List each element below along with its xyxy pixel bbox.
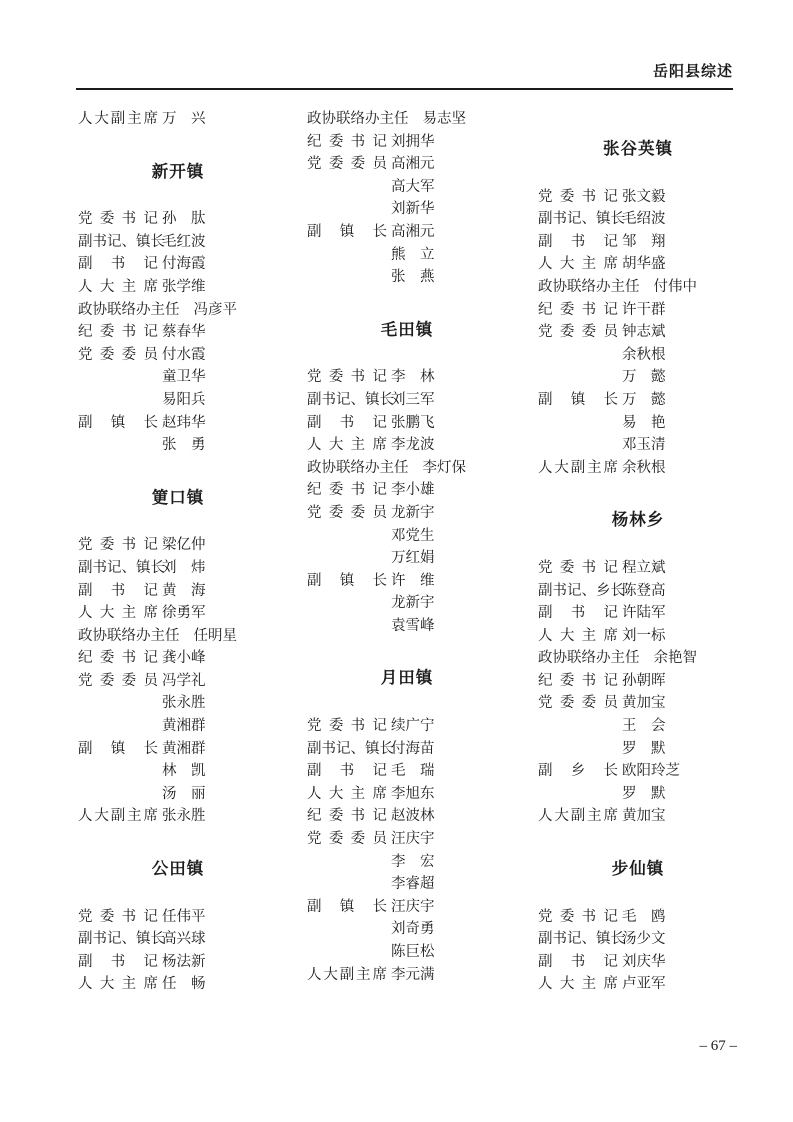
position-title: 副书记、镇长 [538,931,625,948]
person-name: 张 燕 [391,269,435,286]
official-entry-row [307,941,507,964]
official-entry-row [78,412,278,435]
official-entry-row [538,366,738,389]
official-entry-row [538,928,738,951]
official-entry-row [307,266,507,289]
official-entry-row [78,973,278,996]
person-name: 张学维 [162,278,206,295]
position-title: 人大主席 [307,785,387,802]
official-entry-row [78,389,278,412]
person-name: 张 勇 [162,437,206,454]
person-name: 许陆军 [622,605,666,622]
town-heading: 新开镇 [151,162,205,181]
position-title: 人大主席 [307,437,387,454]
position-title: 党委委员 [307,831,387,848]
position-title: 副书记、镇长 [538,211,625,228]
person-name: 张鹏飞 [391,414,435,431]
person-name: 欧阳玲芝 [622,763,680,780]
position-title: 人大主席 [538,976,618,993]
person-name: 熊 立 [391,246,435,263]
official-entry-row [538,692,738,715]
town-heading: 筻口镇 [151,488,205,507]
position-title: 副书记 [307,763,387,780]
position-title: 党委书记 [307,369,387,386]
position-title: 副书记、镇长 [307,740,394,757]
position-title: 人大副主席 [538,459,618,476]
person-name: 刘庆华 [622,953,666,970]
position-title: 副书记 [538,605,618,622]
person-name: 高兴球 [162,931,206,948]
person-name: 高大军 [391,178,435,195]
position-title: 党委书记 [538,559,618,576]
official-entry-row [538,738,738,761]
person-name: 梁亿仲 [162,537,206,554]
person-name: 陈登高 [622,582,666,599]
official-entry-row [78,344,278,367]
official-entry-row [307,715,507,738]
position-title: 人大主席 [78,976,158,993]
person-name: 毛红波 [162,233,206,250]
position-title: 人大主席 [538,627,618,644]
position-title: 副书记、镇长 [78,233,165,250]
official-entry-row [538,602,738,625]
column-middle [307,108,507,996]
person-name: 张文毅 [622,188,666,205]
position-title: 副书记 [78,582,158,599]
official-entry-row [307,198,507,221]
official-entry-row [78,276,278,299]
person-name: 胡华盛 [622,256,666,273]
person-name: 陈巨松 [391,944,435,960]
person-name: 黄 海 [162,582,206,599]
official-entry-row [78,299,278,322]
position-title: 政协联络办主任 [78,627,180,644]
official-entry-row [307,828,507,851]
official-entry-row [538,457,738,480]
official-entry-row [307,851,507,874]
page-header [76,62,733,90]
official-entry-row [307,783,507,806]
page-number: – 67 – [699,1038,737,1054]
person-name: 李睿超 [391,876,435,893]
official-entry-row [307,570,507,593]
position-title: 副书记、镇长 [78,931,165,948]
person-name: 付伟中 [653,278,697,295]
page-footer [700,1036,738,1056]
official-entry-row [307,615,507,638]
official-entry-row [307,221,507,244]
person-name: 任 畅 [162,976,206,993]
person-name: 付海苗 [391,740,435,757]
town-heading: 张谷英镇 [603,140,673,158]
position-title: 人大主席 [78,278,158,295]
person-name: 高湘元 [391,156,435,173]
official-entry-row [307,244,507,267]
position-title: 政协联络办主任 [307,459,409,476]
official-entry-row [538,434,738,457]
person-name: 任明星 [193,627,237,644]
official-entry-row [78,366,278,389]
official-entry-row [538,906,738,929]
position-title: 纪委书记 [307,808,387,825]
position-title: 副书记、镇长 [78,559,165,576]
position-title: 党委书记 [538,188,618,205]
position-title: 纪委书记 [307,482,387,499]
person-name: 赵波林 [391,808,435,825]
position-title: 党委委员 [78,672,158,689]
official-entry-row [307,873,507,896]
position-title: 党委书记 [78,537,158,554]
official-entry-row [78,231,278,254]
official-entry-row [307,592,507,615]
person-name: 卢亚军 [622,976,666,993]
official-entry-row [78,557,278,580]
position-title: 副书记 [78,256,158,273]
official-entry-row [307,918,507,941]
person-name: 童卫华 [162,369,206,386]
person-name: 汪庆宇 [391,898,435,915]
person-name: 李旭东 [391,785,435,802]
official-entry-row [307,108,507,131]
person-name: 林 凯 [162,763,206,780]
town-heading: 公田镇 [151,860,205,879]
official-entry-row [538,783,738,806]
position-title: 政协联络办主任 [538,650,640,667]
person-name: 余艳智 [653,650,697,667]
position-title: 政协联络办主任 [78,301,180,318]
official-entry-row [307,479,507,502]
town-heading: 步仙镇 [611,860,665,879]
official-entry-row [307,153,507,176]
person-name: 孙 肽 [162,211,206,228]
person-name: 刘新华 [391,201,435,218]
position-title: 党委委员 [538,324,618,341]
person-name: 李 林 [391,369,435,386]
person-name: 汤 丽 [162,785,206,802]
official-entry-row [307,964,507,987]
official-entry-row [307,547,507,570]
official-entry-row [307,412,507,435]
official-entry-row [307,389,507,412]
position-title: 副书记 [78,953,158,970]
official-entry-row [78,580,278,603]
person-name: 刘三军 [391,391,435,408]
person-name: 余秋根 [622,459,666,476]
official-entry-row [538,321,738,344]
official-entry-row [307,805,507,828]
official-entry-row [538,276,738,299]
official-entry-row [78,760,278,783]
official-entry-row [538,647,738,670]
person-name: 袁雪峰 [391,617,435,634]
person-name: 罗 默 [622,740,666,757]
position-title: 人大副主席 [307,966,387,983]
person-name: 龙新宇 [391,504,435,521]
person-name: 黄加宝 [622,695,666,712]
person-name: 任伟平 [162,908,206,925]
person-name: 万 懿 [622,369,666,386]
official-entry-row [538,670,738,693]
official-entry-row [538,951,738,974]
official-entry-row [78,951,278,974]
official-entry-row [307,525,507,548]
official-entry-row [538,344,738,367]
official-entry-row [307,131,507,154]
official-entry-row [538,208,738,231]
official-entry-row [538,973,738,996]
official-entry-row [538,760,738,783]
person-name: 孙朝晖 [622,672,666,689]
position-title: 纪委书记 [307,133,387,150]
person-name: 张永胜 [162,808,206,825]
official-entry-row [78,602,278,625]
town-heading: 毛田镇 [380,320,434,339]
position-title: 党委委员 [78,346,158,363]
position-title: 人大主席 [78,605,158,622]
column-right [538,108,738,996]
official-entry-row [78,253,278,276]
person-name: 黄湘群 [162,718,206,735]
person-name: 李 宏 [391,853,435,870]
official-entry-row [78,434,278,457]
person-name: 续广宁 [391,718,435,735]
position-title: 党委书记 [307,718,387,735]
official-entry-row [78,670,278,693]
person-name: 龙新宇 [391,595,435,612]
official-entry-row [78,715,278,738]
person-name: 易志坚 [422,111,466,127]
person-name: 王 会 [622,718,666,735]
person-name: 黄湘群 [162,740,206,757]
position-title: 政协联络办主任 [307,111,409,127]
person-name: 张永胜 [162,695,206,712]
official-entry-row [538,389,738,412]
official-entry-row [538,580,738,603]
official-entry-row [78,321,278,344]
person-name: 易阳兵 [162,391,206,408]
person-name: 李元满 [391,966,435,983]
position-title: 副书记、镇长 [307,391,394,408]
official-entry-row [538,412,738,435]
person-name: 罗 默 [622,785,666,802]
person-name: 龚小峰 [162,650,206,667]
official-entry-row [307,366,507,389]
position-title: 党委书记 [78,211,158,228]
content-columns [78,108,738,996]
position-title: 政协联络办主任 [538,278,640,295]
person-name: 杨法新 [162,953,206,970]
official-entry-row [307,434,507,457]
person-name: 冯学礼 [162,672,206,689]
person-name: 毛绍波 [622,211,666,228]
official-entry-row [307,502,507,525]
person-name: 汪庆宇 [391,831,435,848]
position-title: 党委书记 [78,908,158,925]
position-title: 党委委员 [538,695,618,712]
person-name: 冯彦平 [193,301,237,318]
person-name: 许 维 [391,572,435,589]
official-entry-row [307,176,507,199]
official-entry-row [538,625,738,648]
position-title: 党委书记 [538,908,618,925]
position-title: 副镇长 [307,898,387,915]
person-name: 邹 翔 [622,233,666,250]
official-entry-row [538,557,738,580]
person-name: 刘拥华 [391,133,435,150]
position-title: 人大副主席 [538,808,618,825]
official-entry-row [307,896,507,919]
position-title: 纪委书记 [78,324,158,341]
official-entry-row [538,186,738,209]
person-name: 徐勇军 [162,605,206,622]
person-name: 毛 瑞 [391,763,435,780]
person-name: 付海霞 [162,256,206,273]
official-entry-row [78,928,278,951]
position-title: 副乡长 [538,763,618,780]
running-head-title: 岳阳县综述 [652,63,733,80]
official-entry-row [538,715,738,738]
person-name: 万红娟 [391,550,435,567]
official-entry-row [78,738,278,761]
official-entry-row [307,738,507,761]
official-entry-row [538,805,738,828]
official-entry-row [78,692,278,715]
official-entry-row [78,906,278,929]
person-name: 邓玉清 [622,437,666,454]
person-name: 赵玮华 [162,414,206,431]
person-name: 蔡春华 [162,324,206,341]
person-name: 余秋根 [622,346,666,363]
column-left [78,108,278,996]
header-rule [76,88,733,90]
official-entry-row [78,108,278,131]
town-heading: 杨林乡 [611,511,665,530]
official-entry-row [78,783,278,806]
person-name: 许干群 [622,301,666,318]
position-title: 人大主席 [538,256,618,273]
person-name: 汤少文 [622,931,666,948]
town-heading: 月田镇 [380,669,434,688]
official-entry-row [78,805,278,828]
official-entry-row [78,625,278,648]
person-name: 刘奇勇 [391,921,435,938]
official-entry-row [307,760,507,783]
person-name: 刘 炜 [162,559,206,576]
person-name: 钟志斌 [622,324,666,341]
position-title: 副书记 [538,953,618,970]
person-name: 万 兴 [162,111,206,127]
position-title: 党委委员 [307,504,387,521]
position-title: 纪委书记 [78,650,158,667]
person-name: 程立斌 [622,559,666,576]
person-name: 刘一标 [622,627,666,644]
position-title: 副镇长 [78,740,158,757]
official-entry-row [538,299,738,322]
position-title: 副镇长 [307,223,387,240]
position-title: 纪委书记 [538,672,618,689]
official-entry-row [78,208,278,231]
person-name: 黄加宝 [622,808,666,825]
person-name: 李小雄 [391,482,435,499]
official-entry-row [538,253,738,276]
person-name: 易 艳 [622,414,666,431]
official-entry-row [538,231,738,254]
position-title: 副镇长 [307,572,387,589]
position-title: 副镇长 [78,414,158,431]
official-entry-row [78,647,278,670]
person-name: 高湘元 [391,223,435,240]
position-title: 党委委员 [307,156,387,173]
position-title: 副书记、乡长 [538,582,625,599]
official-entry-row [307,457,507,480]
position-title: 人大副主席 [78,111,158,127]
position-title: 副书记 [538,233,618,250]
person-name: 毛 鸥 [622,908,666,925]
person-name: 万 懿 [622,391,666,408]
position-title: 人大副主席 [78,808,158,825]
person-name: 付水霞 [162,346,206,363]
official-entry-row [78,534,278,557]
position-title: 纪委书记 [538,301,618,318]
person-name: 邓党生 [391,527,435,544]
person-name: 李灯保 [422,459,466,476]
position-title: 副镇长 [538,391,618,408]
position-title: 副书记 [307,414,387,431]
person-name: 李龙波 [391,437,435,454]
